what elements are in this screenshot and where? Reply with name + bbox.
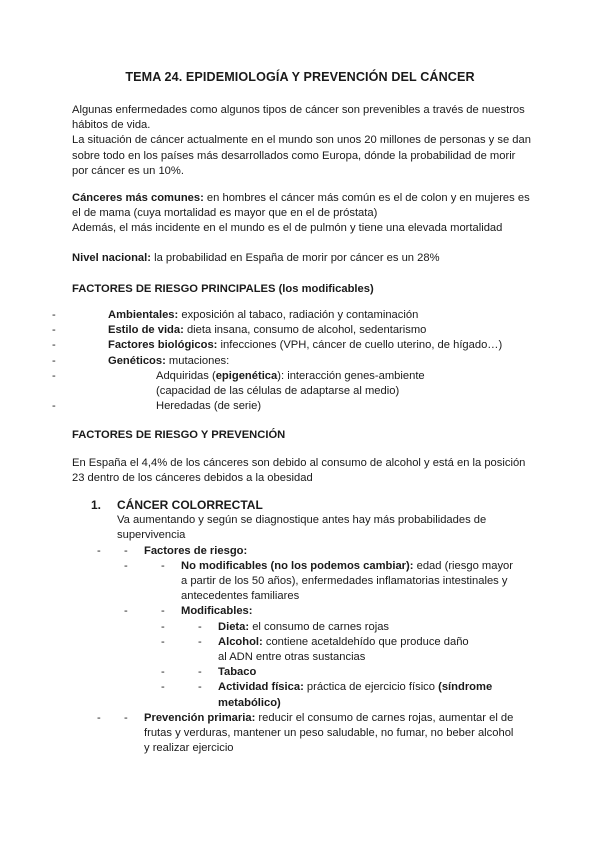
epigenetics-term: epigenética [215, 369, 278, 382]
list-item [72, 338, 532, 353]
common-cancers-paragraph [72, 191, 532, 221]
list-item-text: Adquiridas ( [156, 369, 216, 382]
risk-prevention-heading [72, 428, 532, 443]
national-level-text: la probabilidad en España de morir por cáncer es un 28% [150, 252, 440, 264]
list-item [72, 369, 456, 399]
intro-section [72, 103, 532, 179]
list-item-text: ): interacción genes-ambiente (capacidad de las células de adaptarse al medio) [156, 369, 425, 398]
list-item-text: reducir el consumo de carnes rojas, aumentar el de frutas y verduras, mantener un peso saludable, no fumar, no beber alcohol y realizar ejercicio [144, 711, 514, 755]
physical-activity-label: Actividad física: [218, 681, 304, 694]
list-item-text: dieta insana, consumo de alcohol, sedentarismo [183, 324, 427, 337]
common-cancers-section [72, 191, 532, 237]
risk-prevention-section [72, 456, 532, 486]
risk-prevention-paragraph: En España el 4,4% de los cánceres son debido al consumo de alcohol y está en la posición 23 dentro de los cánceres debidos a la obesidad [72, 457, 526, 485]
intro-paragraph-1: Algunas enfermedades como algunos tipos de cáncer son prevenibles a través de nuestros hábitos de vida. [72, 104, 525, 132]
risk-factors-label: Factores de riesgo: [144, 544, 248, 557]
list-item [72, 308, 532, 323]
diet-label: Dieta: [218, 620, 250, 633]
list-item: - - Dieta: el consumo de carnes rojas [181, 620, 508, 635]
intro-paragraph-2: La situación de cáncer actualmente en el mundo son unos 20 millones de personas y se dan sobre todo en los países más desarrollados como Europa, dónde la probabilidad de morir por cáncer es un 10%. [72, 134, 531, 177]
modifiable-label: Modificables: [181, 605, 253, 618]
item-number: 1. [91, 498, 102, 512]
tobacco-label: Tabaco [218, 666, 257, 679]
page-title: TEMA 24. EPIDEMIOLOGÍA Y PREVENCIÓN DEL CÁNCER [125, 70, 475, 84]
alcohol-label: Alcohol: [218, 635, 263, 648]
common-cancers-text: en hombres el cáncer más común es el de colon y en mujeres es el de mama (cuya mortalidad es mayor que en el de próstata) [72, 192, 530, 220]
list-item: - - Alcohol: contiene acetaldehído que produce daño al ADN entre otras sustancias [181, 635, 478, 665]
list-item: - - Tabaco [181, 665, 532, 680]
list-item: - - Actividad física: práctica de ejercicio físico (síndrome metabólico) [181, 680, 508, 710]
list-item-label: Estilo de vida: [108, 324, 184, 337]
main-risk-factors-list [72, 308, 532, 414]
list-item-label: Factores biológicos: [108, 339, 218, 352]
main-risk-factors-title: FACTORES DE RIESGO PRINCIPALES (los modificables) [72, 283, 374, 295]
colorectal-description: Va aumentando y según se diagnostique antes hay más probabilidades de supervivencia [117, 514, 487, 542]
list-item [72, 354, 532, 369]
list-item-text: mutaciones: [165, 354, 230, 367]
list-item: - - Modificables: - - Dieta: el consumo de carnes rojas - - Alcohol: contiene acetaldehído que produce daño al ADN entre otras sustancias - - Tabaco - - Actividad física: práctica de ejercicio físico (síndrome metabólico) [144, 604, 532, 710]
national-level-paragraph [72, 251, 532, 266]
common-cancers-extra: Además, el más incidente en el mundo es el de pulmón y tiene una elevada mortalidad [72, 222, 503, 235]
metabolic-syndrome-term: (síndrome metabólico) [218, 681, 493, 709]
list-item [72, 323, 532, 338]
list-item-label: Ambientales: [108, 309, 179, 321]
non-modifiable-label: No modificables (no los podemos cambiar): [181, 559, 414, 572]
list-item-text: Heredadas (de serie) [156, 400, 262, 413]
colorectal-section [72, 498, 532, 756]
list-item: - - Factores de riesgo: - - No modificables (no los podemos cambiar): edad (riesgo mayor a partir de los 50 años), enfermedades inflamatorias intestinales y antecedentes familiares - - Modificables: - - Dieta: el consumo de carnes rojas - - Alcohol: contiene acetaldehído que produce daño al ADN entre otras sustancias - - Tabaco - - Actividad física: práctica de ejercicio físico (síndrome metabólico) [117, 544, 532, 711]
colorectal-title: CÁNCER COLORRECTAL [117, 498, 263, 512]
numbered-item [72, 498, 532, 756]
list-item: - - No modificables (no los podemos cambiar): edad (riesgo mayor a partir de los 50 años), enfermedades inflamatorias intestinales y antecedentes familiares [144, 559, 516, 605]
list-item-text: infecciones (VPH, cáncer de cuello uterino, de hígado…) [217, 339, 503, 352]
list-item-label: Genéticos: [108, 354, 166, 367]
national-level-label: Nivel nacional: [72, 252, 151, 264]
list-item: - - Prevención primaria: reducir el consumo de carnes rojas, aumentar el de frutas y verduras, mantener un peso saludable, no fumar, no beber alcohol y realizar ejercicio [117, 711, 519, 757]
list-item-text: el consumo de carnes rojas [249, 620, 390, 633]
list-item-text: edad (riesgo mayor a partir de los 50 años), enfermedades inflamatorias intestinales y antecedentes familiares [181, 559, 513, 603]
national-level-section [72, 251, 532, 266]
risk-prevention-title: FACTORES DE RIESGO Y PREVENCIÓN [72, 429, 286, 441]
common-cancers-label: Cánceres más comunes: [72, 192, 204, 204]
main-risk-factors-heading [72, 282, 532, 297]
list-item [72, 399, 532, 414]
list-item-text: exposición al tabaco, radiación y contaminación [178, 309, 419, 321]
primary-prevention-label: Prevención primaria: [144, 711, 256, 724]
list-item-text: práctica de ejercicio físico [303, 681, 439, 694]
list-item-text: contiene acetaldehído que produce daño al ADN entre otras sustancias [218, 635, 469, 664]
